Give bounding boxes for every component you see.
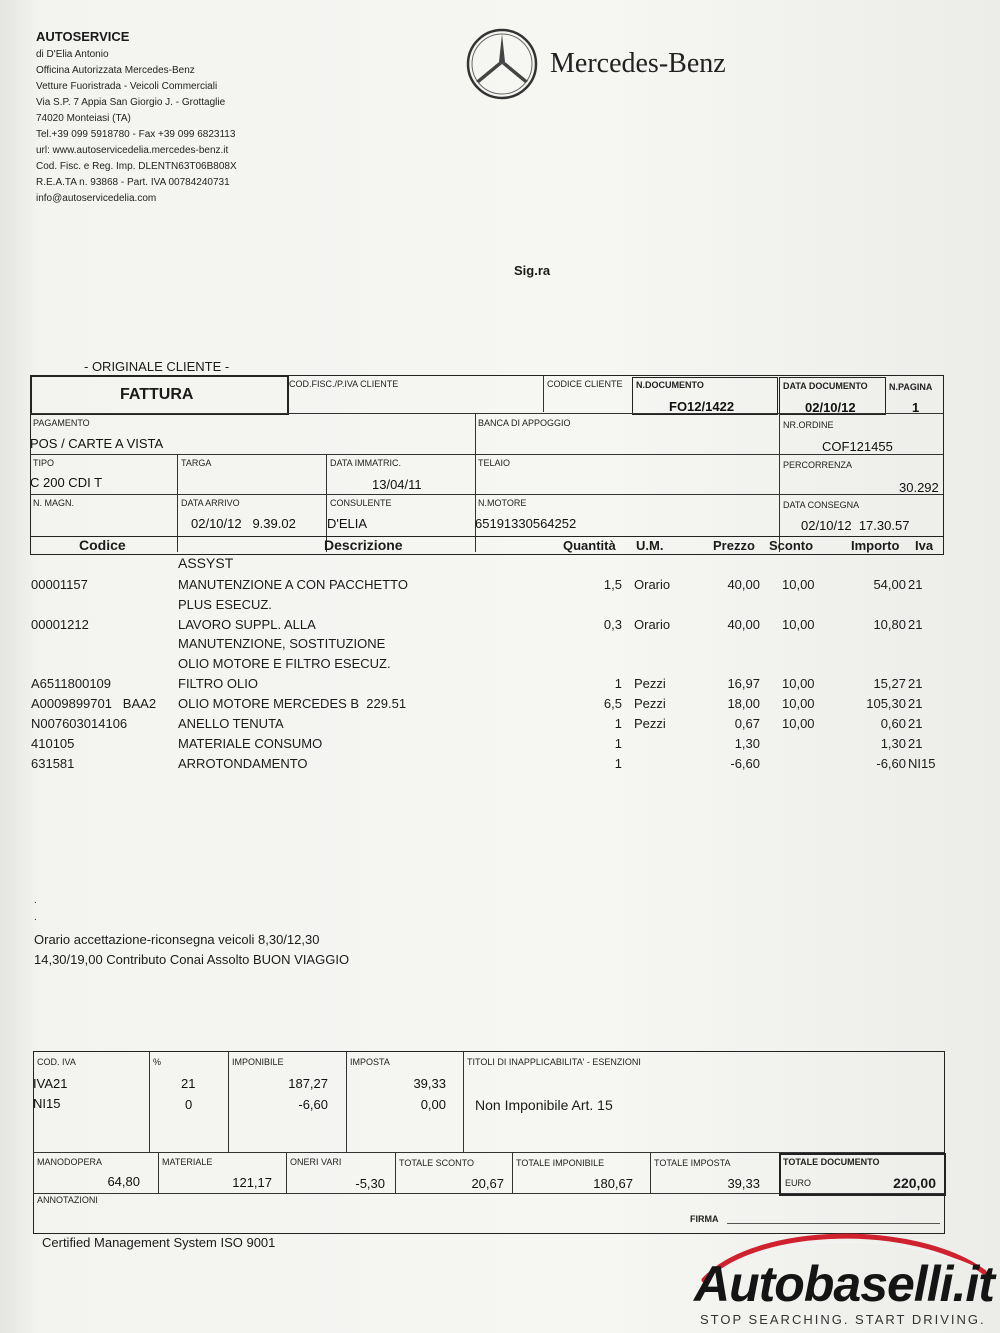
row-um: Pezzi [634,695,666,711]
row-iva: 21 [908,616,923,632]
copy-label: - ORIGINALE CLIENTE - [84,359,230,374]
totale-documento-value: 220,00 [893,1175,936,1191]
row-desc: MANUTENZIONE A CON PACCHETTO [178,576,408,592]
data-arrivo-value: 02/10/12 9.39.02 [191,516,296,531]
row-iva: 21 [908,676,923,692]
row-iva: 21 [908,695,923,711]
row-price: 40,00 [727,616,760,632]
company-line: info@autoservicedelia.com [36,193,157,204]
company-line: 74020 Monteiasi (TA) [36,113,131,124]
oneri-label: ONERI VARI [290,1157,342,1167]
row-qty: 1,5 [603,576,622,592]
vat-imposta: 0,00 [420,1097,446,1112]
row-code: A0009899701 BAA2 [31,695,157,711]
row-disc: 10,00 [782,676,815,692]
consulente-value: D'ELIA [327,516,368,531]
pagamento-label: PAGAMENTO [33,418,90,428]
row-price: 40,00 [727,576,760,592]
vat-cod: NI15 [33,1096,61,1111]
mercedes-star-logo [464,26,540,102]
vat-esenzione: Non Imponibile Art. 15 [475,1097,613,1113]
row-desc: ANELLO TENUTA [178,715,284,731]
vat-cod-label: COD. IVA [37,1057,76,1067]
pagamento-value: POS / CARTE A VISTA [30,436,164,451]
codice-cliente-label: CODICE CLIENTE [547,379,623,389]
data-immatric-value: 13/04/11 [372,477,422,492]
imponibile-label: TOTALE IMPONIBILE [516,1158,605,1168]
company-line: url: www.autoservicedelia.mercedes-benz.it [36,145,229,156]
divider [158,1153,159,1193]
row-desc: FILTRO OLIO [178,676,258,692]
consulente-label: CONSULENTE [330,498,392,508]
divider [346,1052,347,1152]
company-line: di D'Elia Antonio [36,49,109,60]
brand-wordmark: Mercedes-Benz [550,48,726,79]
annotazioni-label: ANNOTAZIONI [37,1195,98,1205]
data-immatric-label: DATA IMMATRIC. [330,458,401,468]
row-um: Pezzi [634,715,666,731]
vat-pct-label: % [153,1057,162,1067]
recipient-salutation: Sig.ra [514,263,551,278]
row-code: 631581 [31,755,75,771]
vat-imponibile-label: IMPONIBILE [232,1057,284,1067]
divider [475,414,476,454]
row-amount: 15,27 [873,676,906,692]
nr-ordine-value: COF121455 [822,439,893,454]
company-line: Officina Autorizzata Mercedes-Benz [36,65,195,76]
row-qty: 0,3 [603,616,622,632]
row-iva: 21 [908,735,923,751]
row-desc: OLIO MOTORE MERCEDES B 229.51 [178,695,407,711]
col-quantita: Quantità [563,538,616,553]
vat-imponibile: -6,60 [298,1097,328,1112]
manodopera-label: MANODOPERA [37,1157,103,1167]
vat-summary-box [33,1051,945,1234]
vat-cod: IVA21 [33,1076,68,1091]
row-code: N007603014106 [31,715,128,731]
divider [779,414,780,552]
row-price: 0,67 [734,715,760,731]
materiale-label: MATERIALE [162,1157,213,1167]
row-desc: OLIO MOTORE E FILTRO ESECUZ. [178,656,391,672]
vat-imposta: 39,33 [413,1076,446,1091]
imposta-value: 39,33 [727,1176,760,1191]
divider [30,454,943,455]
row-amount: 1,30 [880,735,906,751]
watermark-brand: Autobaselli.it [694,1256,994,1312]
company-line: Tel.+39 099 5918780 - Fax +39 099 6823113 [36,129,236,140]
row-desc: LAVORO SUPPL. ALLA [178,616,316,632]
row-qty: 1 [614,755,622,771]
percorrenza-label: PERCORRENZA [783,460,853,470]
row-disc: 10,00 [782,616,815,632]
row-amount: 0,60 [880,715,906,731]
divider [512,1153,513,1193]
row-code: 00001212 [31,616,89,632]
row-um: Orario [634,616,671,632]
divider [543,376,544,412]
n-pagina-value: 1 [912,400,920,415]
row-amount: 54,00 [873,576,906,592]
col-iva: Iva [915,538,934,553]
vat-imposta-label: IMPOSTA [350,1057,390,1067]
firma-label: FIRMA [690,1214,719,1224]
divider [286,1153,287,1193]
divider [228,1052,229,1152]
row-qty: 1 [614,715,622,731]
imponibile-value: 180,67 [593,1176,633,1191]
currency-label: EURO [785,1178,812,1188]
company-info [36,47,237,207]
row-disc: 10,00 [782,715,815,731]
row-iva: NI15 [908,755,936,771]
row-iva: 21 [908,576,923,592]
row-qty: 6,5 [603,695,622,711]
row-qty: 1 [614,676,622,692]
divider [395,1153,396,1193]
row-code: 410105 [31,735,75,751]
row-amount: 105,30 [866,695,906,711]
row-code: A6511800109 [31,676,112,692]
row-amount: 10,80 [873,616,906,632]
col-prezzo: Prezzo [713,538,755,553]
tipo-label: TIPO [33,458,55,468]
cod-fisc-label: COD.FISC./P.IVA CLIENTE [289,379,399,389]
n-motore-label: N.MOTORE [478,498,527,508]
oneri-value: -5,30 [355,1176,385,1191]
row-um: Orario [634,576,671,592]
nr-ordine-label: NR.ORDINE [783,420,834,430]
watermark-tagline: STOP SEARCHING. START DRIVING. [700,1312,986,1327]
divider [149,1052,150,1152]
banca-label: BANCA DI APPOGGIO [478,418,571,428]
note-dot: . [34,895,37,906]
row-desc: ARROTONDAMENTO [178,755,308,771]
manodopera-value: 64,80 [107,1174,140,1189]
col-importo: Importo [851,538,900,553]
sconto-value: 20,67 [471,1176,504,1191]
n-pagina-label: N.PAGINA [889,382,933,392]
row-price: 1,30 [734,735,760,751]
signature-line [727,1223,940,1224]
row-disc: 10,00 [782,576,815,592]
company-line: R.E.A.TA n. 93868 - Part. IVA 00784240731 [36,177,230,188]
company-line: Vetture Fuoristrada - Veicoli Commerciali [36,81,218,92]
doc-type: FATTURA [120,386,194,403]
vat-imponibile: 187,27 [288,1076,328,1091]
totale-documento-label: TOTALE DOCUMENTO [783,1157,880,1167]
col-um: U.M. [636,538,664,553]
vat-pct: 0 [185,1097,193,1112]
row-qty: 1 [614,735,622,751]
n-motore-value: 65191330564252 [475,516,577,531]
col-codice: Codice [79,537,126,553]
divider [30,494,943,495]
n-documento-value: FO12/1422 [669,399,735,414]
divider [650,1153,651,1193]
company-line: Via S.P. 7 Appia San Giorgio J. - Grottaglie [36,97,226,108]
data-documento-value: 02/10/12 [805,400,856,415]
percorrenza-value: 30.292 [899,480,939,495]
vat-pct: 21 [181,1076,196,1091]
materiale-value: 121,17 [232,1175,272,1190]
n-documento-label: N.DOCUMENTO [636,380,704,390]
row-desc: ASSYST [178,555,234,571]
company-name: AUTOSERVICE [36,29,130,44]
col-sconto: Sconto [769,538,814,553]
divider [30,413,943,414]
data-consegna-label: DATA CONSEGNA [783,500,860,510]
note-line: Orario accettazione-riconsegna veicoli 8,30/12,30 [34,932,320,947]
tipo-value: C 200 CDI T [30,475,103,490]
col-descrizione: Descrizione [324,537,403,553]
n-magn-label: N. MAGN. [33,498,75,508]
targa-label: TARGA [181,458,212,468]
certification-text: Certified Management System ISO 9001 [42,1235,276,1250]
row-price: -6,60 [730,755,760,771]
company-line: Cod. Fisc. e Reg. Imp. DLENTN63T06B808X [36,161,237,172]
divider [463,1052,464,1152]
row-iva: 21 [908,715,923,731]
telaio-label: TELAIO [478,458,511,468]
row-desc: PLUS ESECUZ. [178,596,272,612]
row-disc: 10,00 [782,695,815,711]
sconto-label: TOTALE SCONTO [399,1158,475,1168]
row-price: 16,97 [727,676,760,692]
row-amount: -6,60 [876,755,906,771]
imposta-label: TOTALE IMPOSTA [654,1158,731,1168]
row-price: 18,00 [727,695,760,711]
data-consegna-value: 02/10/12 17.30.57 [801,518,910,533]
vat-titoli-label: TITOLI DI INAPPLICABILITA' - ESENZIONI [467,1057,641,1067]
row-um: Pezzi [634,676,666,692]
note-dot: . [34,912,37,923]
row-code: 00001157 [31,576,88,592]
row-desc: MANUTENZIONE, SOSTITUZIONE [178,636,386,652]
data-arrivo-label: DATA ARRIVO [181,498,240,508]
row-desc: MATERIALE CONSUMO [178,735,323,751]
note-line: 14,30/19,00 Contributo Conai Assolto BUON VIAGGIO [34,952,350,967]
data-documento-label: DATA DOCUMENTO [783,381,868,391]
